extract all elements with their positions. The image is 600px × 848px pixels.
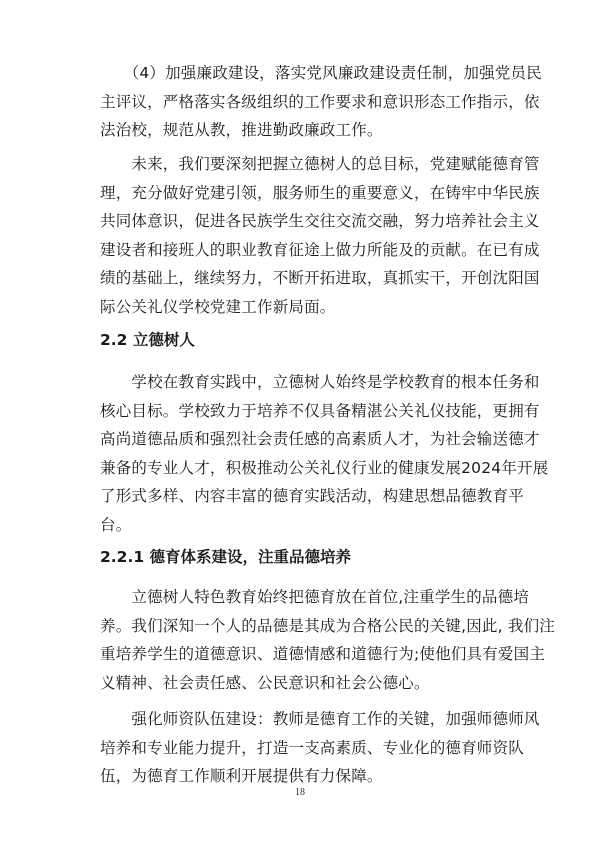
paragraph-line: 绩的基础上，继续努力，不断开拓进取，真抓实干，开创沈阳国	[100, 269, 540, 288]
paragraph-line: 高尚道德品质和强烈社会责任感的高素质人才，为社会输送德才	[100, 430, 540, 449]
section-heading-2-2: 2.2 立德树人	[100, 331, 195, 349]
paragraph-line: 培养和专业能力提升，打造一支高素质、专业化的德育师资队	[100, 738, 524, 757]
paragraph-line: 际公关礼仪学校党建工作新局面。	[100, 297, 336, 316]
section-heading-2-2-1: 2.2.1 德育体系建设，注重品德培养	[100, 548, 352, 566]
paragraph-line: 核心目标。学校致力于培养不仅具备精湛公关礼仪技能，更拥有	[100, 401, 540, 420]
paragraph-line: 未来，我们要深刻把握立德树人的总目标，党建赋能德育管	[100, 155, 540, 173]
paragraph-line: 义精神、社会责任感、公民意识和社会公德心。	[100, 673, 430, 692]
paragraph-line: 养。我们深知一个人的品德是其成为合格公民的关键,因此, 我们注	[100, 616, 555, 635]
paragraph-line: 理，充分做好党建引领，服务师生的重要意义，在铸牢中华民族	[100, 183, 540, 202]
page-number: 18	[295, 787, 305, 798]
paragraph-line: （4）加强廉政建设，落实党风廉政建设责任制，加强党员民	[100, 64, 542, 82]
paragraph-integrity	[100, 59, 542, 145]
paragraph-line: 了形式多样、内容丰富的德育实践活动，构建思想品德教育平	[100, 487, 524, 506]
paragraph-teacher-team	[100, 705, 540, 791]
paragraph-line: 兼备的专业人才，积极推动公关礼仪行业的健康发展2024年开展	[100, 458, 549, 477]
paragraph-line: 共同体意识，促进各民族学生交往交流交融，努力培养社会主义	[100, 212, 540, 231]
paragraph-line: 强化师资队伍建设：教师是德育工作的关键，加强师德师风	[100, 710, 540, 728]
paragraph-moral-education	[100, 368, 549, 540]
paragraph-line: 法治校，规范从教，推进勤政廉政工作。	[100, 121, 383, 140]
paragraph-line: 立德树人特色教育始终把德育放在首位,注重学生的品德培	[100, 588, 530, 606]
paragraph-line: 学校在教育实践中，立德树人始终是学校教育的根本任务和	[100, 373, 540, 391]
paragraph-line: 建设者和接班人的职业教育征途上做力所能及的贡献。在已有成	[100, 240, 540, 259]
paragraph-character-training	[100, 583, 555, 697]
paragraph-line: 重培养学生的道德意识、道德情感和道德行为;使他们具有爱国主	[100, 645, 546, 664]
paragraph-future	[100, 150, 540, 322]
paragraph-line: 伍，为德育工作顺利开展提供有力保障。	[100, 767, 383, 786]
paragraph-line: 台。	[100, 515, 132, 534]
paragraph-line: 主评议，严格落实各级组织的工作要求和意识形态工作指示，依	[100, 92, 540, 111]
